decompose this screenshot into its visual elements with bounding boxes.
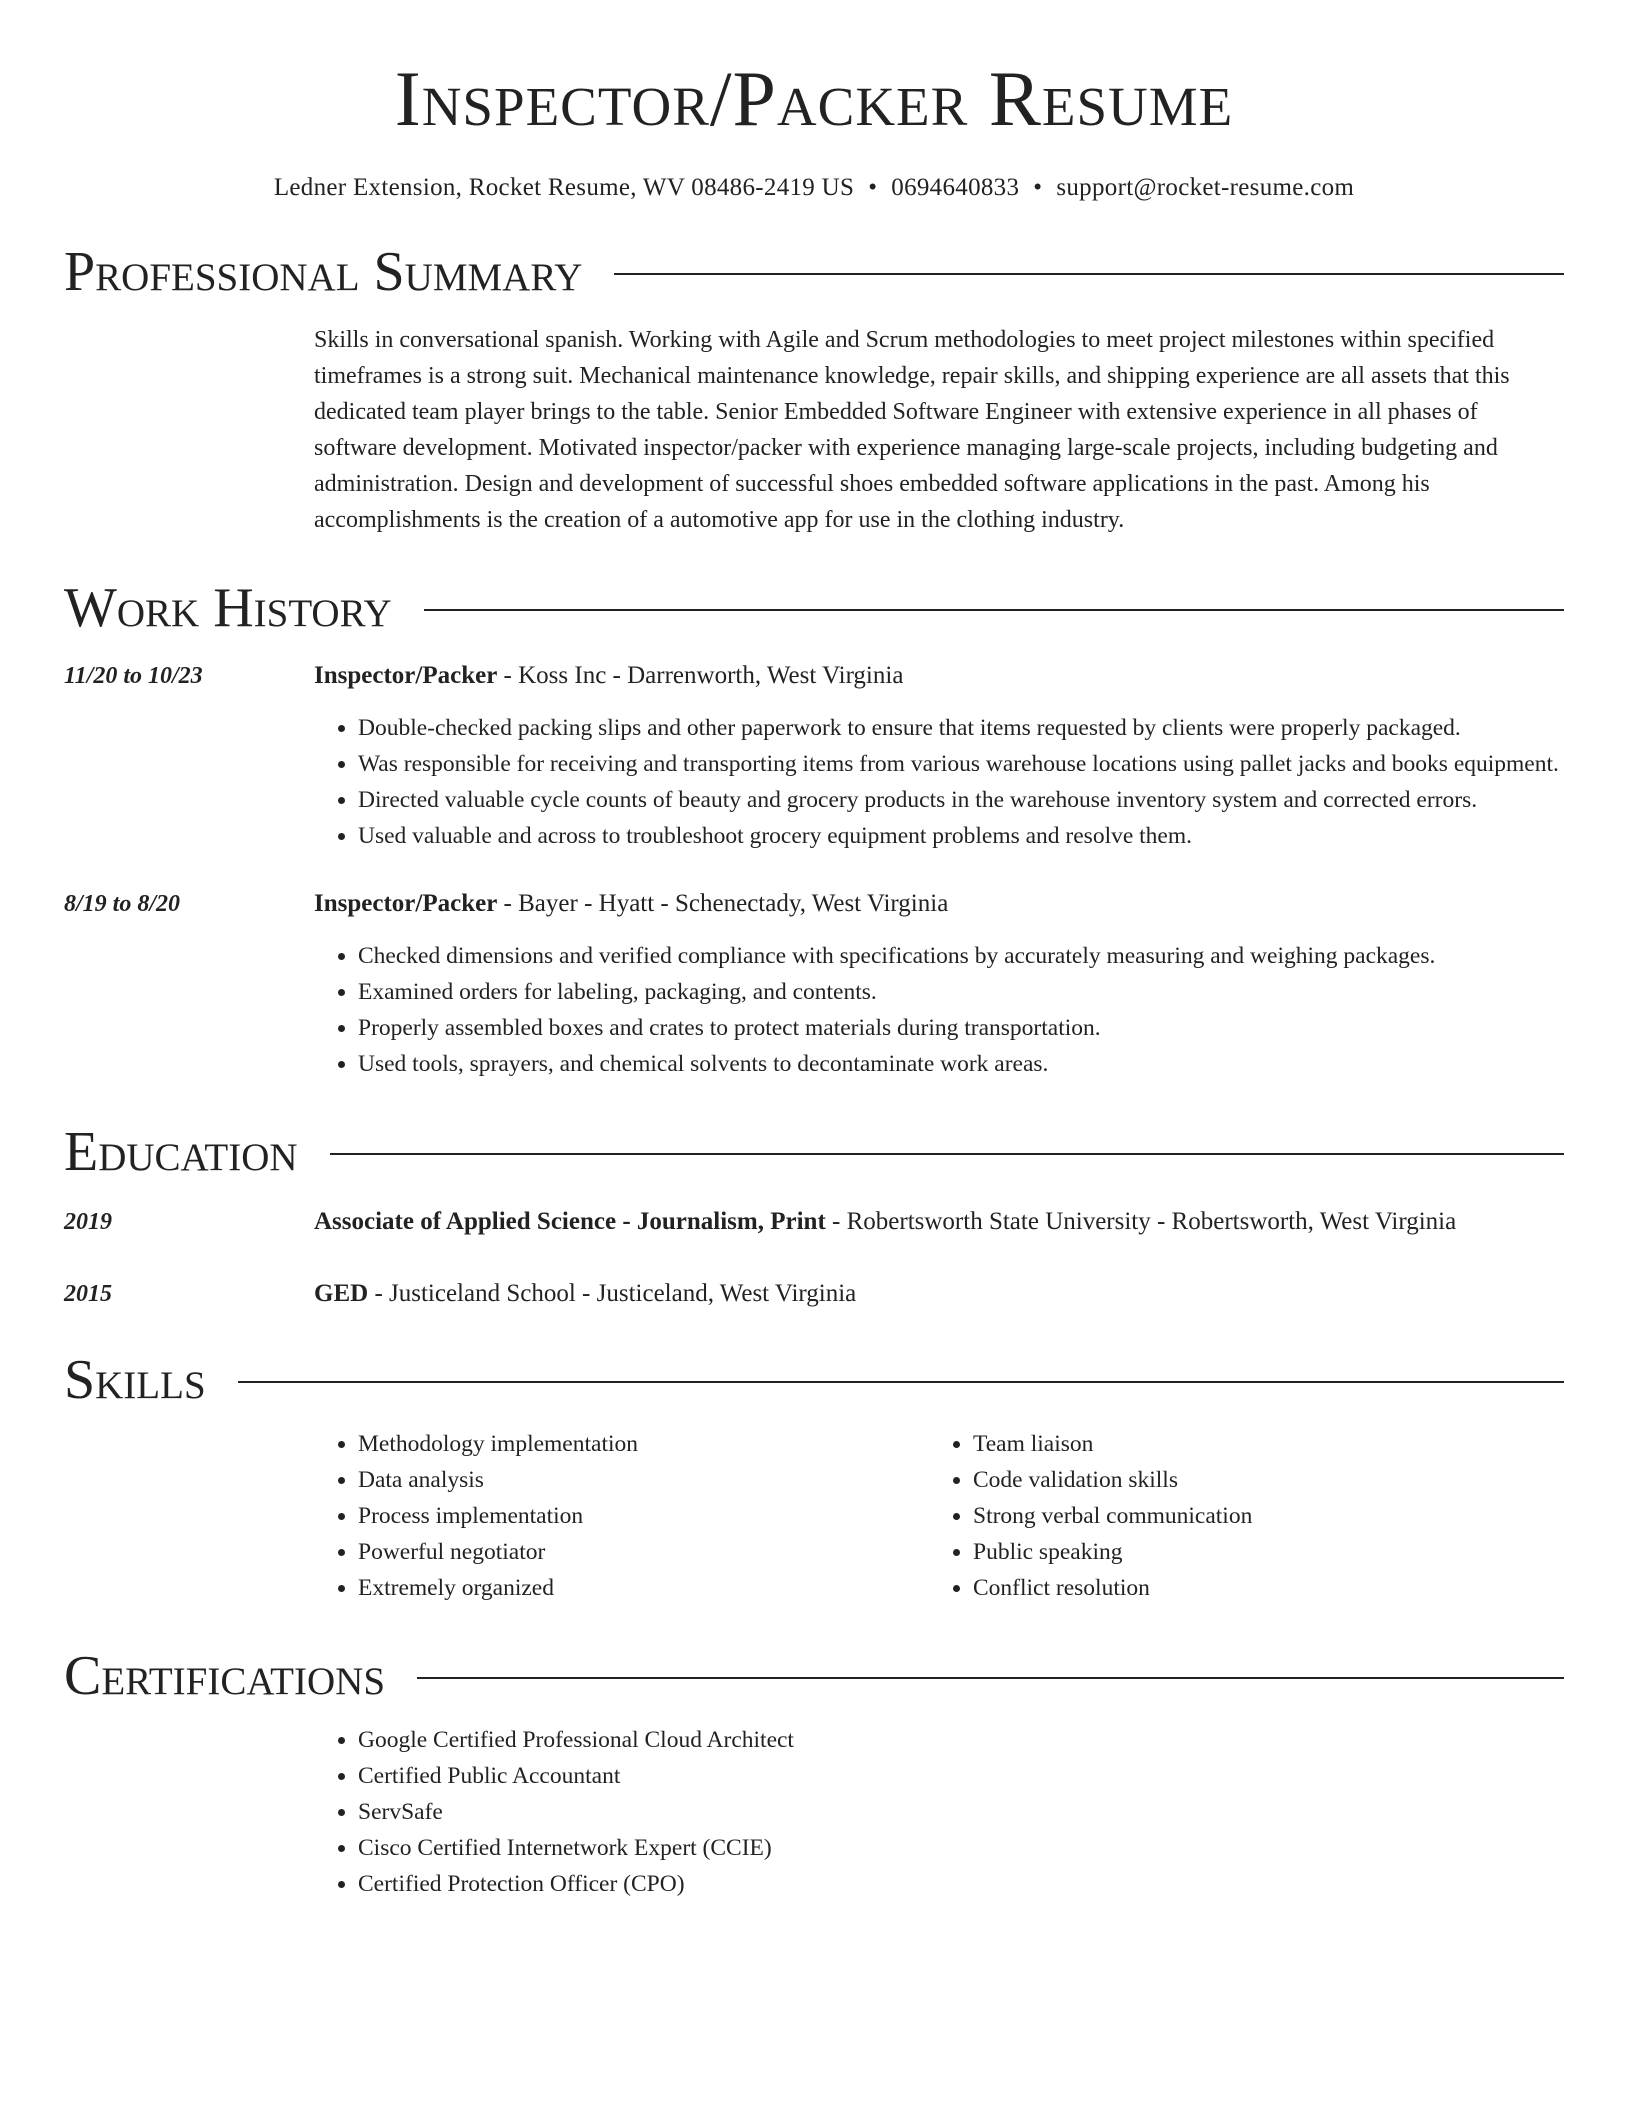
contact-line [64,174,1564,202]
section-rule [238,1381,1564,1383]
education-details: - Justiceland School - Justiceland, West Virginia [368,1280,857,1307]
job-details: - Koss Inc - Darrenworth, West Virginia [497,662,904,689]
summary-text: Skills in conversational spanish. Working with Agile and Scrum methodologies to meet project milestones within specified timeframes is a strong suit. Mechanical maintenance knowledge, repair skills, and shipping experience are all assets that this dedicated team player brings to the table. Senior Embedded Software Engineer with extensive experience in all phases of software development. Motivated inspector/packer with experience managing large-scale projects, including budgeting and administration. Design and development of successful shoes embedded software applications in the past. Among his accomplishments is the creation of a automotive app for use in the clothing industry. [314,327,1510,533]
skill-item: • Data analysis [358,1462,929,1498]
job-bullet: • Was responsible for receiving and transporting items from various warehouse locations using pallet jacks and books equipment. [358,746,1564,782]
certifications-row [64,1704,1564,1902]
job-bullets [314,938,1564,1082]
skills-list-left [314,1426,929,1606]
certifications-list [314,1722,1564,1902]
education-details: - Robertsworth State University - Robertsworth, West Virginia [825,1208,1457,1235]
skill-item: • Process implementation [358,1498,929,1534]
education-heading [314,1278,1564,1310]
education-degree: Associate of Applied Science - Journalism, Print [314,1208,826,1235]
skill-item: • Code validation skills [973,1462,1544,1498]
job-title: Inspector/Packer [314,890,498,917]
contact-email: support@rocket-resume.com [1056,174,1355,201]
section-rule [614,273,1564,275]
skill-item: • Team liaison [973,1426,1544,1462]
job-bullet: • Used valuable and across to troubleshoot grocery equipment problems and resolve them. [358,818,1564,854]
contact-address: Ledner Extension, Rocket Resume, WV 08486-2419 US [273,174,855,201]
summary-row [64,322,1564,538]
skill-item: • Powerful negotiator [358,1534,929,1570]
job-title: Inspector/Packer [314,662,498,689]
skill-item: • Public speaking [973,1534,1544,1570]
education-entry [64,1278,1564,1310]
contact-phone: 0694640833 [891,174,1020,201]
job-bullet: • Examined orders for labeling, packaging, and contents. [358,974,1564,1010]
skills-row [64,1408,1564,1606]
skills-section-header [64,1349,1564,1411]
job-dates: 8/19 to 8/20 [64,891,181,917]
contact-separator: • [868,174,878,201]
skill-item: • Extremely organized [358,1570,929,1606]
section-title-work: Work History [64,577,392,639]
job-heading [314,660,1564,692]
job-bullet: • Checked dimensions and verified compliance with specifications by accurately measuring and weighing packages. [358,938,1564,974]
skills-list-right [929,1426,1544,1606]
skill-item: • Strong verbal communication [973,1498,1544,1534]
education-entry [64,1206,1564,1238]
summary-section-header [64,241,1564,303]
job-heading [314,888,1564,920]
section-rule [330,1153,1564,1155]
section-title-skills: Skills [64,1349,206,1411]
certification-item: • Cisco Certified Internetwork Expert (CCIE) [358,1830,1564,1866]
job-bullet: • Directed valuable cycle counts of beauty and grocery products in the warehouse inventory system and corrected errors. [358,782,1564,818]
resume-title: Inspector/Packer Resume [394,55,1234,142]
education-section-header [64,1121,1564,1183]
education-heading [314,1206,1564,1238]
section-rule [424,609,1564,611]
certification-item: • Certified Protection Officer (CPO) [358,1866,1564,1902]
section-rule [417,1677,1564,1679]
job-entry [64,888,1564,1082]
job-bullet: • Used tools, sprayers, and chemical solvents to decontaminate work areas. [358,1046,1564,1082]
education-degree: GED [314,1280,369,1307]
education-year: 2019 [64,1209,112,1235]
skill-item: • Conflict resolution [973,1570,1544,1606]
contact-separator: • [1033,174,1043,201]
section-title-summary: Professional Summary [64,241,583,303]
skills-grid [314,1426,1564,1606]
job-bullets [314,710,1564,854]
job-details: - Bayer - Hyatt - Schenectady, West Virginia [497,890,949,917]
section-title-education: Education [64,1121,298,1183]
education-year: 2015 [64,1281,112,1307]
certification-item: • Google Certified Professional Cloud Architect [358,1722,1564,1758]
certification-item: • ServSafe [358,1794,1564,1830]
section-title-certifications: Certifications [64,1645,386,1707]
certification-item: • Certified Public Accountant [358,1758,1564,1794]
work-section-header [64,577,1564,639]
certifications-section-header [64,1645,1564,1707]
job-bullet: • Properly assembled boxes and crates to protect materials during transportation. [358,1010,1564,1046]
skill-item: • Methodology implementation [358,1426,929,1462]
job-dates: 11/20 to 10/23 [64,663,203,689]
job-entry [64,660,1564,854]
job-bullet: • Double-checked packing slips and other paperwork to ensure that items requested by clients were properly packaged. [358,710,1564,746]
